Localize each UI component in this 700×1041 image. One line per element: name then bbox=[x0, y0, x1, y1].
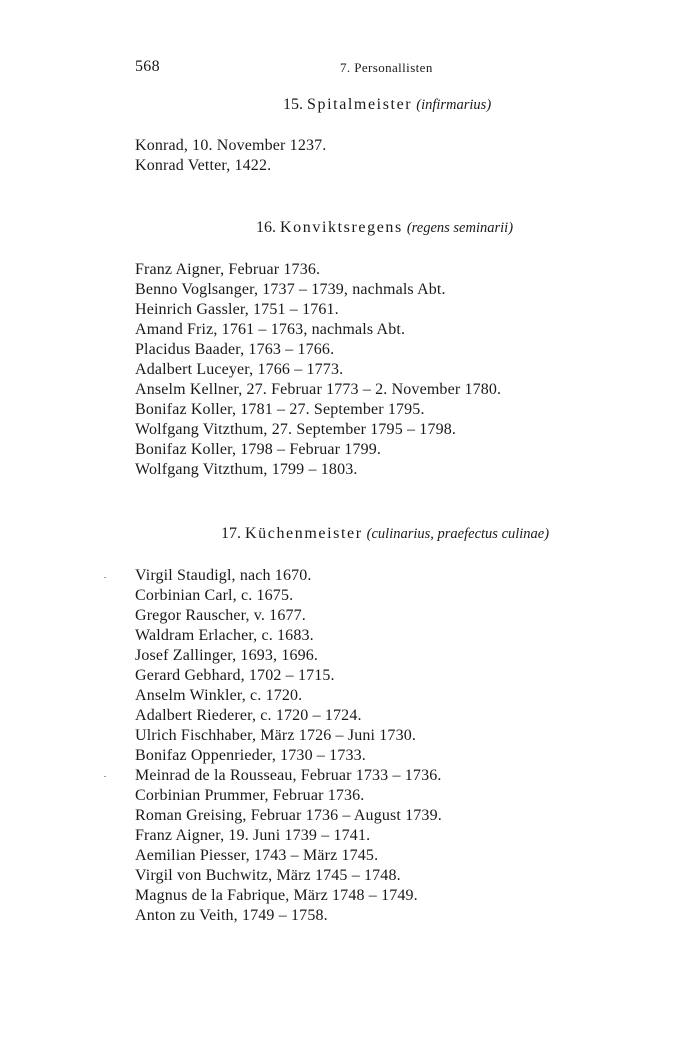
list-item: Konrad Vetter, 1422. bbox=[135, 157, 272, 174]
section-latin-title: (culinarius, praefectus culinae) bbox=[366, 526, 550, 542]
list-item: Bonifaz Koller, 1798 – Februar 1799. bbox=[135, 441, 382, 458]
list-item: Corbinian Prummer, Februar 1736. bbox=[135, 787, 365, 804]
section-title: Konviktsregens bbox=[280, 219, 403, 236]
section-number: 16. bbox=[256, 219, 276, 236]
entry-list-spitalmeister bbox=[135, 136, 326, 176]
list-item: Wolfgang Vitzthum, 1799 – 1803. bbox=[135, 461, 358, 478]
list-item: Anton zu Veith, 1749 – 1758. bbox=[135, 907, 328, 924]
section-heading-spitalmeister bbox=[283, 96, 491, 114]
list-item: Bonifaz Oppenrieder, 1730 – 1733. bbox=[135, 747, 366, 764]
section-title: Spitalmeister bbox=[307, 96, 413, 113]
section-number: 15. bbox=[283, 96, 303, 113]
list-item: Amand Friz, 1761 – 1763, nachmals Abt. bbox=[135, 321, 406, 338]
list-item: Magnus de la Fabrique, März 1748 – 1749. bbox=[135, 887, 418, 904]
entry-list-kuechenmeister bbox=[135, 566, 442, 926]
section-title: Küchenmeister bbox=[245, 525, 363, 542]
section-heading-kuechenmeister bbox=[221, 525, 549, 543]
section-heading-konviktsregens bbox=[256, 219, 513, 237]
list-item: Roman Greising, Februar 1736 – August 1739. bbox=[135, 807, 442, 824]
list-item: Bonifaz Koller, 1781 – 27. September 1795. bbox=[135, 401, 425, 418]
list-item: Meinrad de la Rousseau, Februar 1733 – 1736. bbox=[135, 767, 442, 784]
list-item: Waldram Erlacher, c. 1683. bbox=[135, 627, 314, 644]
list-item: Gregor Rauscher, v. 1677. bbox=[135, 607, 306, 624]
list-item: Anselm Winkler, c. 1720. bbox=[135, 687, 303, 704]
entry-list-konviktsregens bbox=[135, 260, 501, 480]
list-item: Virgil von Buchwitz, März 1745 – 1748. bbox=[135, 867, 401, 884]
list-item: Corbinian Carl, c. 1675. bbox=[135, 587, 294, 604]
list-item: Aemilian Piesser, 1743 – März 1745. bbox=[135, 847, 379, 864]
list-item: Franz Aigner, Februar 1736. bbox=[135, 261, 321, 278]
running-head bbox=[135, 58, 565, 80]
list-item: Ulrich Fischhaber, März 1726 – Juni 1730. bbox=[135, 727, 417, 744]
margin-mark bbox=[104, 776, 106, 777]
list-item: Wolfgang Vitzthum, 27. September 1795 – 1798. bbox=[135, 421, 457, 438]
list-item: Benno Voglsanger, 1737 – 1739, nachmals Abt. bbox=[135, 281, 446, 298]
section-number: 17. bbox=[221, 525, 241, 542]
margin-mark bbox=[104, 577, 106, 578]
list-item: Konrad, 10. November 1237. bbox=[135, 137, 327, 154]
list-item: Franz Aigner, 19. Juni 1739 – 1741. bbox=[135, 827, 371, 844]
list-item: Virgil Staudigl, nach 1670. bbox=[135, 567, 312, 584]
list-item: Anselm Kellner, 27. Februar 1773 – 2. November 1780. bbox=[135, 381, 502, 398]
list-item: Adalbert Riederer, c. 1720 – 1724. bbox=[135, 707, 362, 724]
list-item: Placidus Baader, 1763 – 1766. bbox=[135, 341, 335, 358]
page-number: 568 bbox=[135, 58, 160, 75]
section-latin-title: (regens seminarii) bbox=[406, 220, 514, 236]
list-item: Josef Zallinger, 1693, 1696. bbox=[135, 647, 319, 664]
section-latin-title: (infirmarius) bbox=[416, 97, 492, 113]
list-item: Heinrich Gassler, 1751 – 1761. bbox=[135, 301, 339, 318]
chapter-title: 7. Personallisten bbox=[340, 60, 433, 75]
list-item: Gerard Gebhard, 1702 – 1715. bbox=[135, 667, 335, 684]
list-item: Adalbert Luceyer, 1766 – 1773. bbox=[135, 361, 344, 378]
